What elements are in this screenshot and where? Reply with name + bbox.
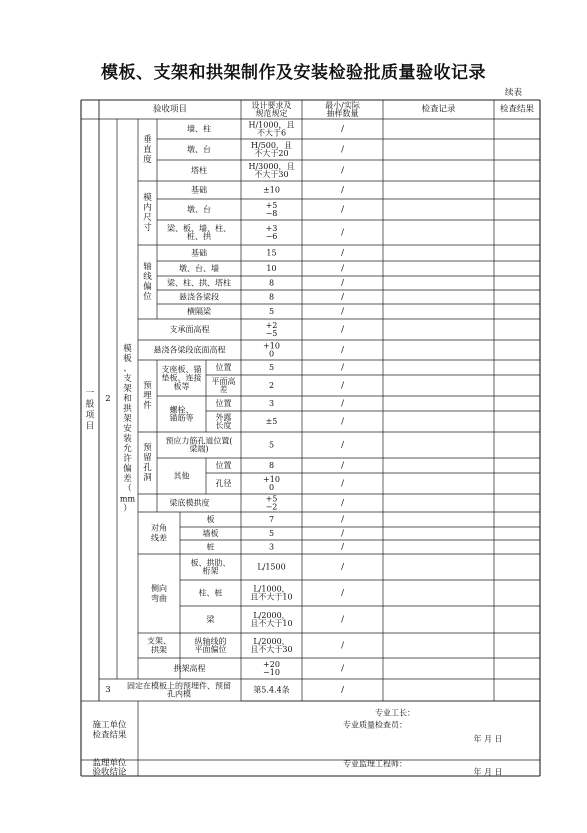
row-sample: / <box>341 640 344 651</box>
row-sample: / <box>341 614 344 625</box>
tolerance-group-label: 拱 <box>123 404 132 414</box>
row-item: 墩、台、墙 <box>179 264 219 273</box>
tolerance-group-label: ） <box>123 504 132 514</box>
row-sample: / <box>341 398 344 409</box>
row-spec: H/3000，且 <box>248 161 295 171</box>
row-item: 梁、柱、拱、塔柱 <box>167 278 231 288</box>
header-sample: 抽样数量 <box>326 109 359 118</box>
item-no-3: 3 <box>105 685 111 695</box>
row-item: 塔柱 <box>191 166 207 175</box>
supervisor-date: 年 月 日 <box>473 767 503 777</box>
row-sample: / <box>341 362 344 373</box>
general-items-label: 般 <box>85 399 95 410</box>
row-spec: 2 <box>268 381 275 390</box>
row-spec: −5 <box>265 329 278 339</box>
row-sample: / <box>341 663 344 674</box>
row-spec: L/1000， <box>253 584 290 594</box>
reserved-hole-label: 洞 <box>143 473 152 483</box>
diagonal-diff-label: 对角 <box>151 523 167 533</box>
row-item: 平面偏位 <box>194 645 227 655</box>
row-spec: 15 <box>266 248 277 258</box>
row-spec: 5 <box>268 307 275 316</box>
supervisor-label: 监理单位 <box>92 758 127 769</box>
item-no-2: 2 <box>105 394 111 404</box>
row-item: 差 <box>219 385 228 395</box>
contractor-date: 年 月 日 <box>473 734 503 744</box>
tolerance-group-label: 模 <box>123 344 132 354</box>
header-sample: 最小/实际 <box>325 101 360 110</box>
row-item: 拱架高程 <box>173 664 206 673</box>
header-design: 规范规定 <box>255 109 288 118</box>
inner-size-label: 模 <box>143 193 152 203</box>
row-spec: 不大于20 <box>254 149 289 159</box>
tolerance-group-label: 许 <box>123 454 132 464</box>
row-item: 位置 <box>215 461 232 470</box>
row-spec: 0 <box>268 349 275 359</box>
row-sample: / <box>341 416 344 427</box>
row-sample: / <box>341 588 344 598</box>
row-spec: 10 <box>266 264 277 273</box>
verticality-label: 度 <box>143 155 152 165</box>
row-item: 梁、板、墙、柱、 <box>167 223 231 233</box>
support-arch-label: 拱架 <box>151 645 167 655</box>
diagonal-diff-label: 线差 <box>151 533 167 543</box>
row-item: 基础 <box>191 185 207 195</box>
row-item: 位置 <box>215 363 232 372</box>
row-spec: ±10 <box>263 185 280 195</box>
bolts-label: 锚筋等 <box>169 413 194 423</box>
row-item: 梁底模拱度 <box>169 498 210 508</box>
foreman-label: 专业工长： <box>375 708 415 718</box>
inner-size-label: 尺 <box>143 213 152 223</box>
contractor-label: 施工单位 <box>92 720 127 731</box>
row-spec: L/1500 <box>257 562 286 572</box>
row-spec: 第5.4.4条 <box>253 685 290 695</box>
row-spec: 3 <box>268 399 275 408</box>
row-sample: / <box>341 124 344 134</box>
row-spec: ±5 <box>265 417 278 426</box>
tolerance-group-label: 架 <box>123 384 132 394</box>
row-spec: +10 <box>263 341 280 351</box>
row-item: 桩、拱 <box>187 232 211 242</box>
row-spec: +3 <box>265 223 278 233</box>
row-spec: 3 <box>268 542 275 552</box>
embedded-parts-label: 件 <box>143 401 152 411</box>
tolerance-group-label: 、 <box>123 364 132 374</box>
row-item: 长度 <box>215 421 232 431</box>
row-item: 桩 <box>206 542 215 552</box>
row-spec: 0 <box>268 483 275 493</box>
tolerance-group-label: 差 <box>123 474 132 484</box>
row-item: 预应力筋孔道位置( <box>165 436 233 446</box>
row-item: 悬浇各梁段底面高程 <box>153 345 226 355</box>
tolerance-group-label: 装 <box>123 434 132 444</box>
table-cells <box>86 100 535 778</box>
row-sample: / <box>341 460 344 471</box>
row-spec: L/2000， <box>253 636 290 646</box>
tolerance-group-label: 偏 <box>123 464 132 474</box>
inner-size-label: 寸 <box>143 223 152 233</box>
lateral-bend-label: 侧向 <box>151 584 167 593</box>
row-spec: 7 <box>268 515 275 524</box>
other-holes-label: 其他 <box>173 471 190 481</box>
embedded-parts-label: 埋 <box>143 391 152 401</box>
row-item: 梁端) <box>189 444 209 454</box>
row-sample: / <box>341 324 344 335</box>
row-sample: / <box>341 562 344 572</box>
row-spec: 不大于30 <box>254 170 289 180</box>
row-spec: +20 <box>263 659 280 669</box>
row-item: 孔内模 <box>167 689 191 699</box>
row-item: 墩、台 <box>187 205 211 214</box>
bolts-label: 螺栓、 <box>169 405 194 415</box>
row-spec: H/500，且 <box>251 140 292 150</box>
inner-size-label: 内 <box>143 203 152 213</box>
axis-offset-label: 线 <box>143 272 152 282</box>
row-item: 墙、柱 <box>187 124 211 134</box>
header-design: 设计要求及 <box>251 101 292 110</box>
row-item: 纵轴线的 <box>194 636 227 646</box>
continued-label: 续表 <box>505 88 523 98</box>
row-spec: −10 <box>263 668 280 678</box>
row-sample: / <box>341 478 344 489</box>
tolerance-group-label: 板 <box>123 354 132 364</box>
row-sample: / <box>341 204 344 215</box>
row-item: 位置 <box>215 399 232 408</box>
reserved-hole-label: 留 <box>143 453 152 463</box>
row-spec: −6 <box>265 232 278 242</box>
row-sample: / <box>341 440 344 450</box>
reserved-hole-label: 孔 <box>143 463 152 473</box>
embedded-parts-label: 预 <box>143 381 152 391</box>
verticality-label: 垂 <box>143 135 152 145</box>
row-spec: +5 <box>265 200 278 210</box>
tolerance-group-label: 安 <box>123 424 132 434</box>
row-item: 横隔梁 <box>187 307 211 316</box>
row-sample: / <box>341 185 344 195</box>
row-sample: / <box>341 144 344 155</box>
contractor-label: 检查结果 <box>92 730 127 741</box>
axis-offset-label: 偏 <box>143 282 152 292</box>
row-sample: / <box>341 165 344 176</box>
row-spec: L/2000， <box>253 610 290 620</box>
row-item: 平面高 <box>211 376 236 386</box>
form-title: 模板、支架和拱架制作及安装检验批质量验收记录 <box>101 63 486 83</box>
embed-plates-label: 垫板、连接 <box>161 373 202 383</box>
row-spec: 不大于6 <box>256 128 287 138</box>
row-spec: −2 <box>265 502 278 512</box>
row-sample: / <box>341 292 344 302</box>
row-sample: / <box>341 278 344 288</box>
row-sample: / <box>341 514 344 525</box>
general-items-label: 项 <box>85 410 95 421</box>
row-spec: 且不大于10 <box>250 619 293 629</box>
inspector-label: 专业质量检查员： <box>343 720 407 730</box>
row-spec: 且不大于10 <box>250 592 293 602</box>
row-sample: / <box>341 685 344 695</box>
row-spec: H/1000，且 <box>248 120 295 130</box>
general-items-label: 一 <box>85 388 95 399</box>
tolerance-group-label: （ <box>123 484 132 494</box>
row-item: 梁 <box>206 615 215 624</box>
row-sample: / <box>341 263 344 274</box>
header-item: 验收项目 <box>152 104 188 115</box>
row-sample: / <box>341 542 344 552</box>
row-spec: +2 <box>265 320 278 330</box>
row-item: 基础 <box>191 248 207 258</box>
engineer-label: 专业监理工程师： <box>343 759 407 769</box>
row-sample: / <box>341 306 344 317</box>
row-spec: 8 <box>268 292 275 302</box>
general-items-label: 目 <box>85 421 95 432</box>
support-arch-label: 支架、 <box>147 636 171 646</box>
axis-offset-label: 位 <box>143 292 152 302</box>
tolerance-group-label: 支 <box>123 374 132 384</box>
row-sample: / <box>341 528 344 539</box>
tolerance-group-label: 架 <box>123 414 132 424</box>
row-item: 固定在模板上的预埋件、预留 <box>127 681 231 691</box>
row-sample: / <box>341 248 344 258</box>
tolerance-group-label: mm <box>119 494 136 504</box>
embed-plates-label: 板等 <box>173 381 190 391</box>
tolerance-group-label: 和 <box>123 394 132 404</box>
embed-plates-label: 支座板、锚 <box>161 365 202 375</box>
lateral-bend-label: 弯曲 <box>151 594 167 603</box>
row-spec: +10 <box>263 474 280 484</box>
verticality-label: 直 <box>143 145 152 155</box>
row-sample: / <box>341 498 344 508</box>
row-spec: +5 <box>265 494 278 504</box>
row-item: 桁架 <box>202 566 219 576</box>
row-spec: 5 <box>268 440 275 450</box>
row-spec: 5 <box>268 529 275 538</box>
row-item: 柱、桩 <box>198 588 223 598</box>
reserved-hole-label: 预 <box>143 443 152 453</box>
row-spec: 8 <box>268 461 275 470</box>
row-sample: / <box>341 345 344 355</box>
row-item: 板 <box>206 515 215 524</box>
axis-offset-label: 轴 <box>143 262 152 272</box>
header-record: 检查记录 <box>421 104 456 115</box>
row-item: 支承面高程 <box>169 325 210 334</box>
tolerance-group-label: 允 <box>123 444 132 454</box>
row-item: 墩、台 <box>187 145 211 154</box>
row-spec: 5 <box>268 363 275 372</box>
supervisor-label: 验收结论 <box>92 767 127 778</box>
row-spec: −8 <box>265 209 278 219</box>
row-item: 墙板 <box>202 529 219 538</box>
row-spec: 且不大于30 <box>250 645 293 655</box>
row-sample: / <box>341 227 344 238</box>
header-result: 检查结果 <box>499 104 535 115</box>
row-item: 板、拱肋、 <box>190 558 231 568</box>
row-spec: 8 <box>268 278 275 288</box>
row-item: 悬浇各梁段 <box>179 292 219 302</box>
row-item: 外露 <box>215 412 232 422</box>
row-item: 孔径 <box>215 479 232 488</box>
row-sample: / <box>341 380 344 391</box>
